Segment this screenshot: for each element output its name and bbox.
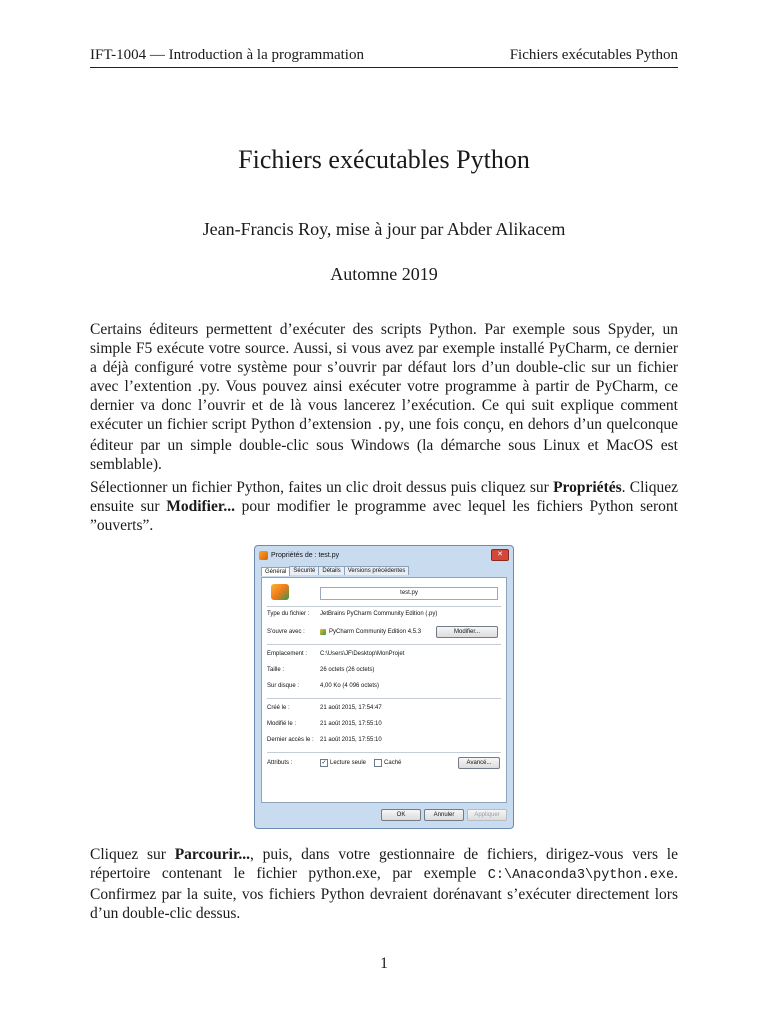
document-title: Fichiers exécutables Python (238, 145, 530, 174)
paragraph-properties (90, 478, 678, 535)
props-bold-properties: Propriétés (553, 479, 622, 496)
location-row (267, 651, 404, 657)
props-bold-modify: Modifier... (166, 498, 235, 515)
size-label: Taille : (267, 667, 285, 673)
hidden-label: Caché (384, 760, 402, 766)
location-label: Emplacement : (267, 651, 308, 657)
type-value: JetBrains PyCharm Community Edition (.py) (320, 611, 438, 617)
dialog-tabs (261, 566, 408, 575)
browse-code-path: C:\Anaconda3\python.exe (487, 868, 675, 883)
accessed-label: Dernier accès le : (267, 737, 314, 743)
type-row (267, 611, 437, 617)
divider (267, 698, 501, 699)
divider (267, 644, 501, 645)
modified-label: Modifié le : (267, 721, 297, 727)
modify-button: Modifier... (436, 626, 498, 638)
browse-text-1: Cliquez sur (90, 846, 175, 863)
props-text-1: Sélectionner un fichier Python, faites un clic droit dessus puis cliquez sur (90, 479, 554, 496)
page-number: 1 (380, 955, 388, 972)
created-value: 21 août 2015, 17:54:47 (320, 705, 382, 711)
file-type-icon (271, 584, 289, 600)
browse-bold: Parcourir... (174, 846, 251, 863)
browse-text-3: . Confirmez par la suite, vos fichiers Python devraient dorénavant s’exécuter directement lors d’un double-clic dessus. (90, 865, 678, 922)
advanced-button: Avancé... (458, 757, 500, 769)
close-icon: ✕ (491, 549, 509, 561)
filename-field: test.py (320, 587, 498, 600)
accessed-row (267, 737, 382, 743)
divider (267, 752, 501, 753)
opens-with-label: S'ouvre avec : (267, 629, 305, 635)
attributes-row (267, 759, 401, 767)
accessed-value: 21 août 2015, 17:55:10 (320, 737, 382, 743)
tab-security: Sécurité (289, 566, 319, 575)
created-row (267, 705, 382, 711)
opens-with-row (267, 629, 421, 635)
browse-text-2: , puis, dans votre gestionnaire de fichiers, dirigez-vous vers le répertoire contenant le fichier python.exe, par exemple (90, 846, 678, 882)
disk-size-value: 4,00 Ko (4 096 octets) (320, 683, 380, 689)
tab-details: Détails (318, 566, 344, 575)
header-course: IFT-1004 — Introduction à la programmation (90, 47, 364, 63)
hidden-checkbox (374, 759, 382, 767)
attributes-label: Attributs : (267, 760, 293, 766)
intro-text-2: , une fois conçu, en dehors d’un quelconque éditeur par un simple double-clic sous Windows (la démarche sous Linux et MacOS est semblable). (90, 416, 678, 473)
created-label: Créé le : (267, 705, 290, 711)
properties-dialog-screenshot (254, 545, 514, 829)
disk-size-row (267, 683, 379, 689)
tab-general: Général (261, 567, 290, 576)
running-header (90, 42, 678, 68)
document-author: Jean-Francis Roy, mise à jour par Abder Alikacem (202, 219, 566, 239)
readonly-label: Lecture seule (330, 760, 367, 766)
props-text-3: pour modifier le programme avec lequel les fichiers Python seront ”ouverts”. (90, 498, 678, 534)
modified-value: 21 août 2015, 17:55:10 (320, 721, 382, 727)
intro-text-1: Certains éditeurs permettent d’exécuter des scripts Python. Par exemple sous Spyder, un simple F5 exécute votre source. Aussi, si vous avez par exemple installé PyCharm, ce dernier a déjà configuré votre système pour s’ouvrir par défaut lors d’un double-clic sur un fichier avec l’extention .py. Vous pouvez ainsi exécuter votre programme à partir de PyCharm, ce dernier va donc l’ouvrir et de là vous lancerez l’exécution. Ce qui suit explique comment exécuter un fichier script Python d’extension (90, 321, 678, 433)
type-label: Type du fichier : (267, 611, 310, 617)
opens-with-value: PyCharm Community Edition 4.5.3 (329, 629, 422, 635)
pycharm-small-icon (320, 629, 326, 635)
props-text-2: . Cliquez ensuite sur (90, 479, 678, 515)
general-panel (261, 577, 507, 803)
tab-previous-versions: Versions précédentes (344, 566, 410, 575)
modified-row (267, 721, 382, 727)
divider (267, 606, 501, 607)
cancel-button: Annuler (424, 809, 464, 821)
location-value: C:\Users\JF\Desktop\MonProjet (320, 651, 405, 657)
pycharm-icon (259, 551, 268, 560)
dialog-title-bar (259, 549, 339, 561)
dialog-title: Propriétés de : test.py (271, 551, 340, 559)
ok-button: OK (381, 809, 421, 821)
paragraph-browse (90, 845, 678, 923)
document-date: Automne 2019 (330, 264, 438, 284)
size-row (267, 667, 374, 673)
apply-button: Appliquer (467, 809, 507, 821)
readonly-checkbox: ✓ (321, 760, 327, 766)
paragraph-intro (90, 320, 678, 474)
size-value: 26 octets (26 octets) (320, 667, 375, 673)
intro-code-ext: .py (376, 419, 401, 434)
disk-size-label: Sur disque : (267, 683, 300, 689)
header-doc-title: Fichiers exécutables Python (509, 47, 678, 63)
